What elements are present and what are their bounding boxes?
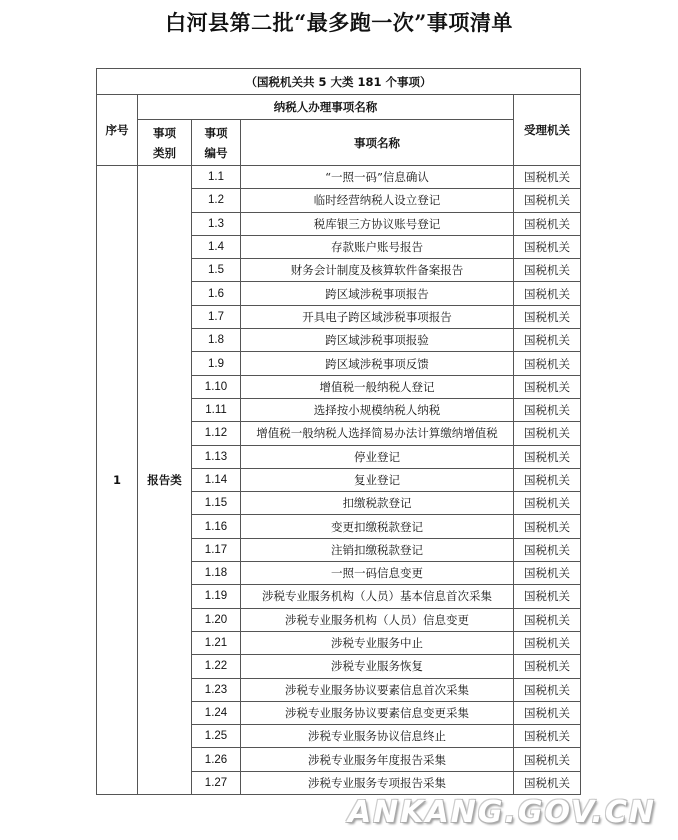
- item-code: 1.23: [192, 678, 241, 701]
- item-name: 涉税专业服务机构（人员）信息变更: [241, 608, 514, 631]
- item-authority: 国税机关: [514, 701, 581, 724]
- matters-table: [96, 68, 581, 795]
- item-name: 涉税专业服务恢复: [241, 655, 514, 678]
- header-group: 纳税人办理事项名称: [138, 95, 514, 120]
- item-authority: 国税机关: [514, 515, 581, 538]
- item-code: 1.20: [192, 608, 241, 631]
- header-name: 事项名称: [241, 120, 514, 166]
- item-authority: 国税机关: [514, 282, 581, 305]
- item-code: 1.9: [192, 352, 241, 375]
- item-name: 开具电子跨区域涉税事项报告: [241, 305, 514, 328]
- item-code: 1.12: [192, 422, 241, 445]
- item-name: 涉税专业服务中止: [241, 631, 514, 654]
- item-name: 复业登记: [241, 468, 514, 491]
- item-authority: 国税机关: [514, 422, 581, 445]
- item-code: 1.14: [192, 468, 241, 491]
- item-authority: 国税机关: [514, 352, 581, 375]
- item-code: 1.4: [192, 235, 241, 258]
- item-code: 1.10: [192, 375, 241, 398]
- item-name: 存款账户账号报告: [241, 235, 514, 258]
- item-authority: 国税机关: [514, 468, 581, 491]
- item-authority: 国税机关: [514, 398, 581, 421]
- item-code: 1.5: [192, 259, 241, 282]
- item-code: 1.3: [192, 212, 241, 235]
- section-category: 报告类: [138, 166, 192, 795]
- item-name: 注销扣缴税款登记: [241, 538, 514, 561]
- item-name: 跨区域涉税事项报验: [241, 329, 514, 352]
- table-subtitle: （国税机关共 5 大类 181 个事项）: [97, 69, 581, 95]
- item-authority: 国税机关: [514, 562, 581, 585]
- item-name: 涉税专业服务协议要素信息首次采集: [241, 678, 514, 701]
- item-name: 跨区域涉税事项反馈: [241, 352, 514, 375]
- item-name: 增值税一般纳税人选择简易办法计算缴纳增值税: [241, 422, 514, 445]
- item-code: 1.2: [192, 189, 241, 212]
- page-title: 白河县第二批“最多跑一次”事项清单: [165, 10, 513, 35]
- item-code: 1.6: [192, 282, 241, 305]
- item-authority: 国税机关: [514, 725, 581, 748]
- item-code: 1.11: [192, 398, 241, 421]
- header-code: 事项编号: [192, 120, 241, 166]
- table-row: [97, 166, 581, 189]
- item-name: 停业登记: [241, 445, 514, 468]
- item-name: 变更扣缴税款登记: [241, 515, 514, 538]
- item-code: 1.13: [192, 445, 241, 468]
- item-name: “一照一码”信息确认: [241, 166, 514, 189]
- item-name: 财务会计制度及核算软件备案报告: [241, 259, 514, 282]
- item-authority: 国税机关: [514, 189, 581, 212]
- item-authority: 国税机关: [514, 678, 581, 701]
- item-name: 涉税专业服务协议信息终止: [241, 725, 514, 748]
- item-name: 涉税专业服务专项报告采集: [241, 771, 514, 794]
- item-name: 跨区域涉税事项报告: [241, 282, 514, 305]
- item-authority: 国税机关: [514, 259, 581, 282]
- item-name: 涉税专业服务年度报告采集: [241, 748, 514, 771]
- item-name: 税库银三方协议账号登记: [241, 212, 514, 235]
- item-authority: 国税机关: [514, 492, 581, 515]
- item-authority: 国税机关: [514, 235, 581, 258]
- item-code: 1.22: [192, 655, 241, 678]
- item-code: 1.15: [192, 492, 241, 515]
- item-authority: 国税机关: [514, 631, 581, 654]
- item-authority: 国税机关: [514, 212, 581, 235]
- item-name: 选择按小规模纳税人纳税: [241, 398, 514, 421]
- item-name: 临时经营纳税人设立登记: [241, 189, 514, 212]
- site-watermark: ANKANG.GOV.CN: [347, 795, 656, 830]
- item-authority: 国税机关: [514, 748, 581, 771]
- item-code: 1.7: [192, 305, 241, 328]
- item-code: 1.26: [192, 748, 241, 771]
- item-name: 增值税一般纳税人登记: [241, 375, 514, 398]
- item-authority: 国税机关: [514, 585, 581, 608]
- item-authority: 国税机关: [514, 329, 581, 352]
- item-code: 1.8: [192, 329, 241, 352]
- item-code: 1.27: [192, 771, 241, 794]
- item-authority: 国税机关: [514, 305, 581, 328]
- item-name: 一照一码信息变更: [241, 562, 514, 585]
- item-name: 扣缴税款登记: [241, 492, 514, 515]
- item-name: 涉税专业服务协议要素信息变更采集: [241, 701, 514, 724]
- item-code: 1.17: [192, 538, 241, 561]
- item-authority: 国税机关: [514, 166, 581, 189]
- item-code: 1.16: [192, 515, 241, 538]
- item-authority: 国税机关: [514, 608, 581, 631]
- header-category: 事项类别: [138, 120, 192, 166]
- item-authority: 国税机关: [514, 445, 581, 468]
- item-code: 1.18: [192, 562, 241, 585]
- header-authority: 受理机关: [514, 95, 581, 166]
- section-seq: 1: [97, 166, 138, 795]
- item-code: 1.19: [192, 585, 241, 608]
- item-code: 1.21: [192, 631, 241, 654]
- item-authority: 国税机关: [514, 538, 581, 561]
- item-code: 1.24: [192, 701, 241, 724]
- item-code: 1.25: [192, 725, 241, 748]
- item-authority: 国税机关: [514, 771, 581, 794]
- item-authority: 国税机关: [514, 655, 581, 678]
- item-name: 涉税专业服务机构（人员）基本信息首次采集: [241, 585, 514, 608]
- item-code: 1.1: [192, 166, 241, 189]
- header-seq: 序号: [97, 95, 138, 166]
- item-authority: 国税机关: [514, 375, 581, 398]
